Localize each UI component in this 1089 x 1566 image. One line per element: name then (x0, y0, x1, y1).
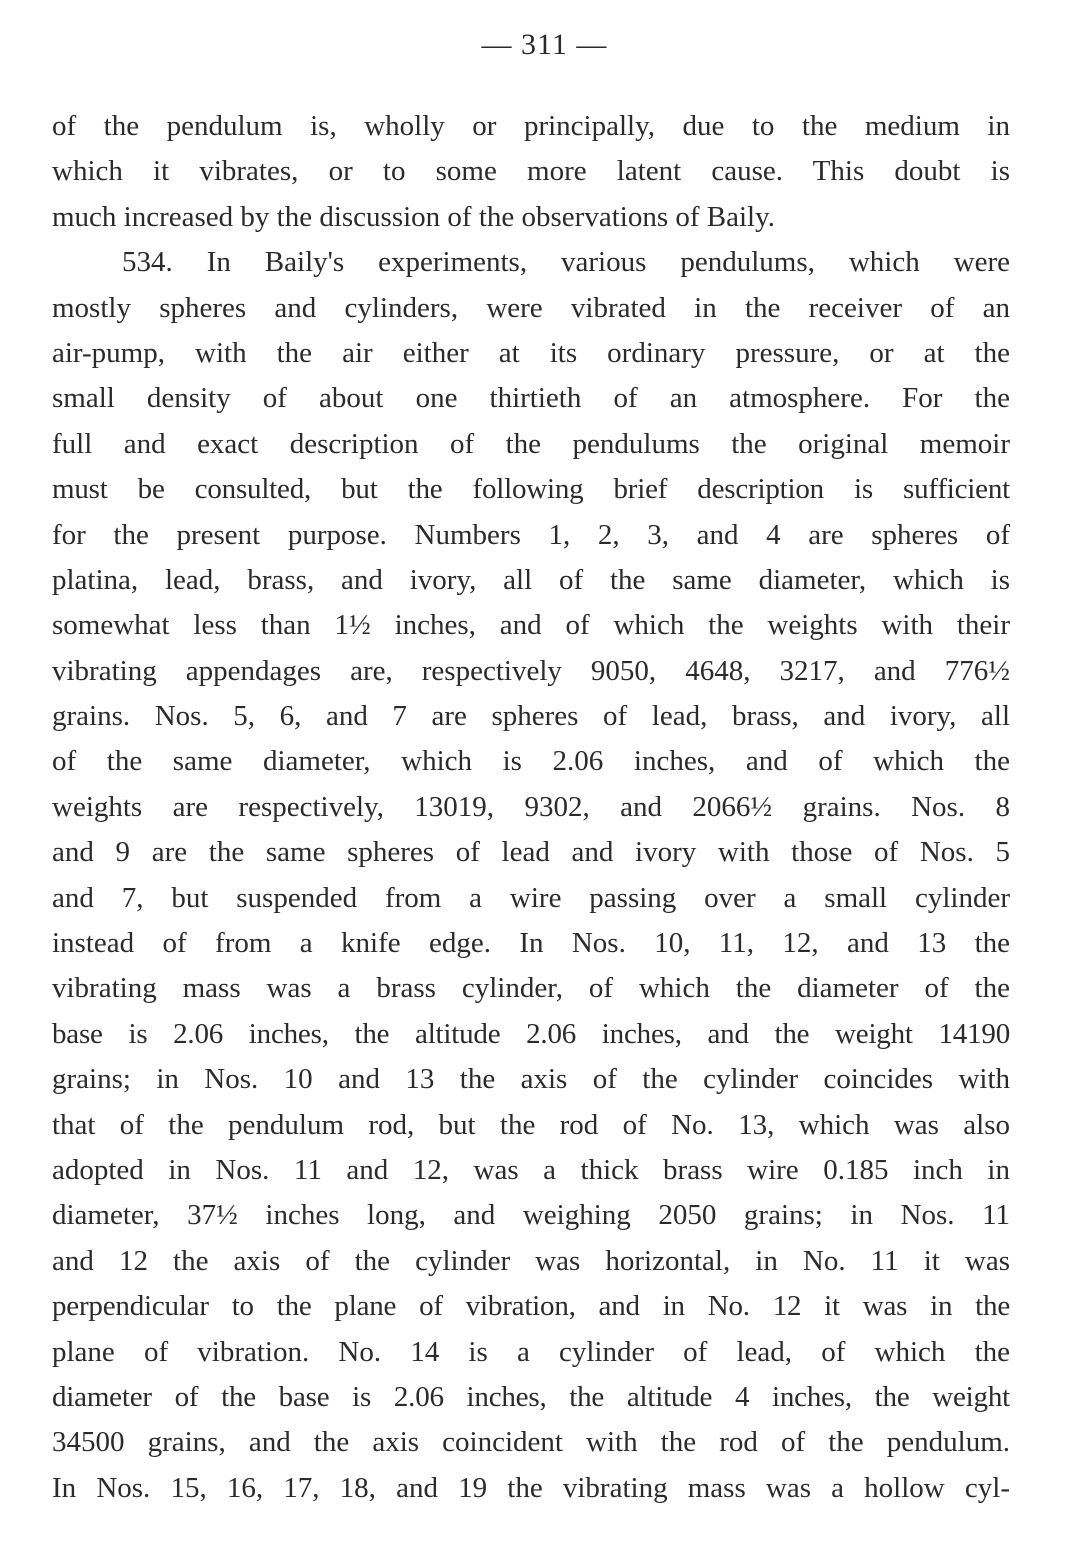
text-line: and 12 the axis of the cylinder was horizontal, in No. 11 it was (52, 1244, 1010, 1277)
text-line: much increased by the discussion of the observations of Baily. (52, 200, 775, 233)
text-line: diameter of the base is 2.06 inches, the altitude 4 inches, the weight (52, 1380, 1010, 1413)
text-line: and 7, but suspended from a wire passing over a small cylinder (52, 881, 1010, 914)
text-line: vibrating mass was a brass cylinder, of which the diameter of the (52, 972, 1010, 1005)
text-line: 34500 grains, and the axis coincident with the rod of the pendulum. (52, 1426, 1010, 1459)
text-line: for the present purpose. Numbers 1, 2, 3, and 4 are spheres of (52, 518, 1010, 551)
text-line: air-pump, with the air either at its ordinary pressure, or at the (52, 336, 1010, 369)
text-line: full and exact description of the pendulums the original memoir (52, 427, 1010, 460)
paragraph-534-start: 534. In Baily's experiments, various pendulums, which were (122, 246, 1010, 279)
text-line: mostly spheres and cylinders, were vibrated in the receiver of an (52, 291, 1010, 324)
text-line: small density of about one thirtieth of an atmosphere. For the (52, 382, 1010, 415)
text-line: grains; in Nos. 10 and 13 the axis of the cylinder coincides with (52, 1063, 1010, 1096)
text-line: vibrating appendages are, respectively 9050, 4648, 3217, and 776½ (52, 654, 1010, 687)
page-number: — 311 — (481, 28, 608, 61)
text-line: base is 2.06 inches, the altitude 2.06 inches, and the weight 14190 (52, 1017, 1010, 1050)
text-line: somewhat less than 1½ inches, and of which the weights with their (52, 609, 1010, 642)
text-line: grains. Nos. 5, 6, and 7 are spheres of lead, brass, and ivory, all (52, 700, 1010, 733)
text-line: that of the pendulum rod, but the rod of No. 13, which was also (52, 1108, 1010, 1141)
body-text (52, 104, 1010, 1511)
text-line: of the same diameter, which is 2.06 inches, and of which the (52, 745, 1010, 778)
text-line: must be consulted, but the following brief description is sufficient (52, 473, 1010, 506)
text-line: plane of vibration. No. 14 is a cylinder of lead, of which the (52, 1335, 1010, 1368)
text-line: diameter, 37½ inches long, and weighing 2050 grains; in Nos. 11 (52, 1199, 1010, 1232)
text-line: of the pendulum is, wholly or principally, due to the medium in (52, 110, 1010, 142)
text-line: instead of from a knife edge. In Nos. 10, 11, 12, and 13 the (52, 927, 1010, 960)
text-line: adopted in Nos. 11 and 12, was a thick brass wire 0.185 inch in (52, 1153, 1010, 1186)
text-line: In Nos. 15, 16, 17, 18, and 19 the vibrating mass was a hollow cyl- (52, 1471, 1010, 1504)
text-line: and 9 are the same spheres of lead and ivory with those of Nos. 5 (52, 836, 1010, 869)
text-line: perpendicular to the plane of vibration, and in No. 12 it was in the (52, 1290, 1010, 1323)
text-line: platina, lead, brass, and ivory, all of the same diameter, which is (52, 563, 1010, 596)
text-line: weights are respectively, 13019, 9302, and 2066½ grains. Nos. 8 (52, 790, 1010, 823)
text-line: which it vibrates, or to some more latent cause. This doubt is (52, 155, 1010, 188)
